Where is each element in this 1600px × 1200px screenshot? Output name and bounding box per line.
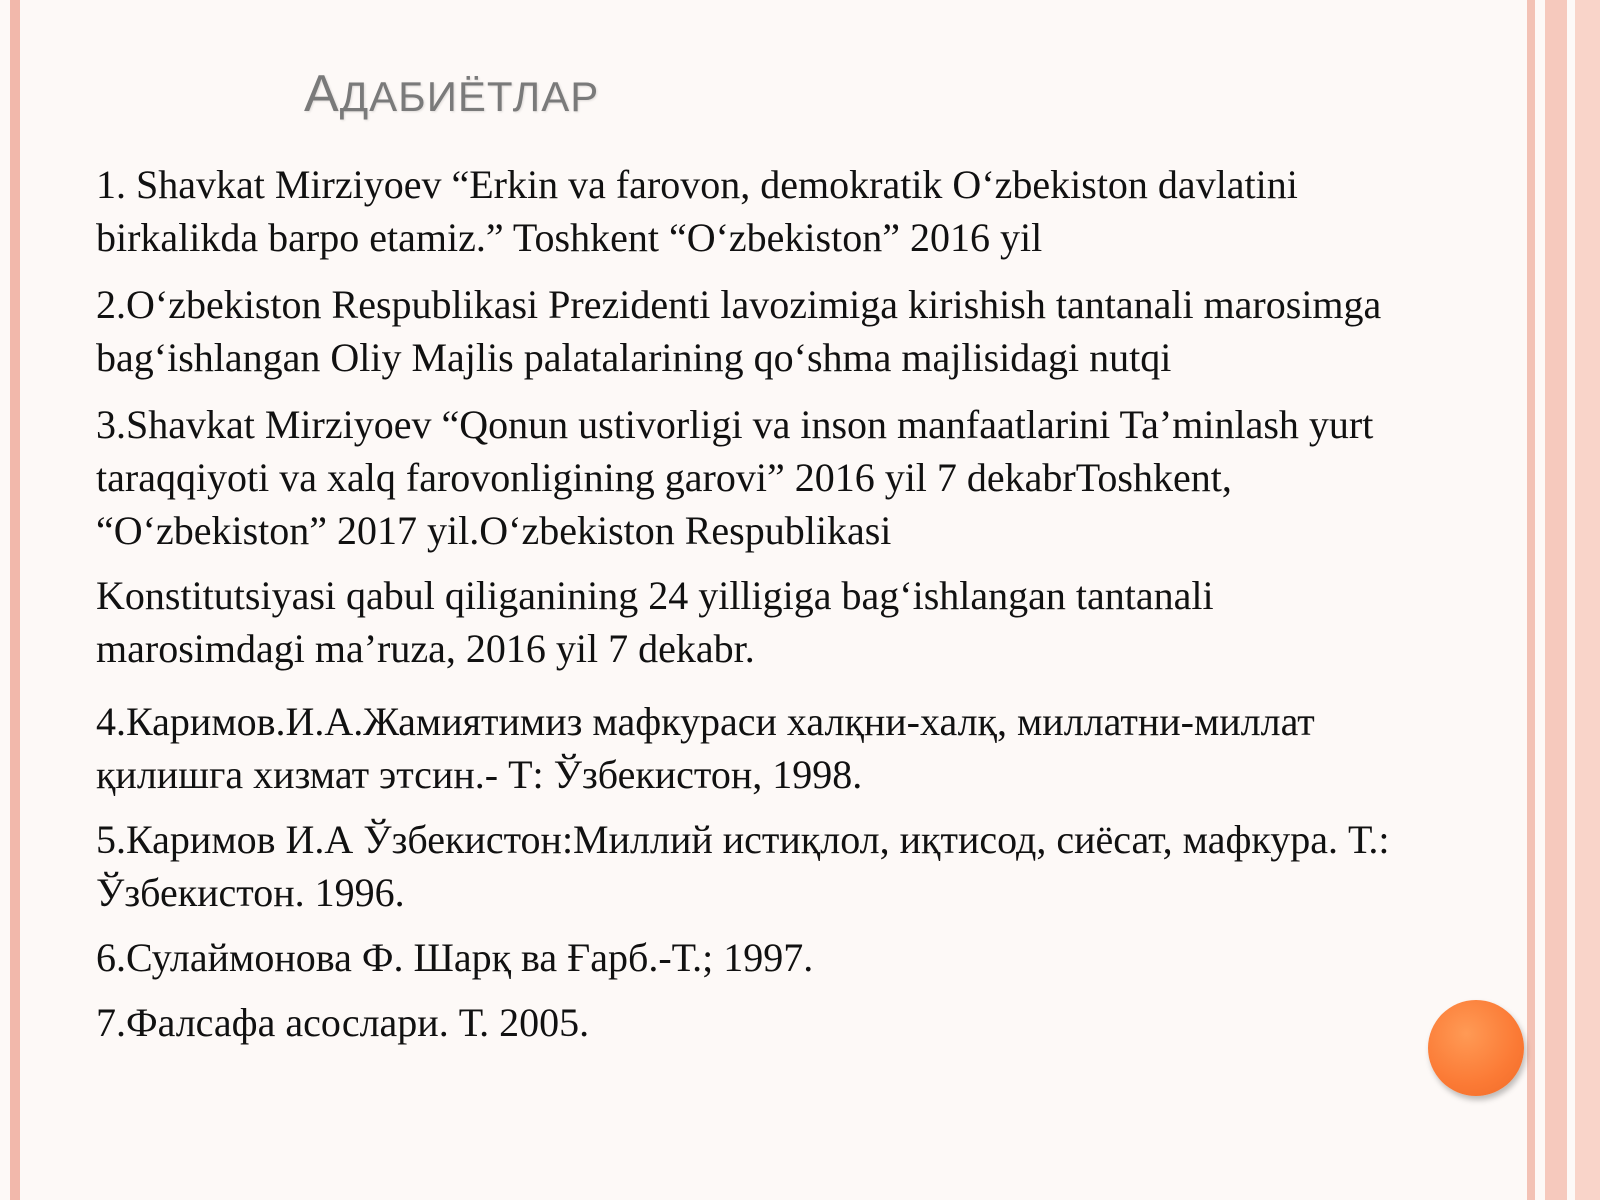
reference-item: 5.Каримов И.А Ўзбекистон:Миллий истиқлол, иқтисод, сиёсат, мафкура. Т.: Ўзбекистон. 1996. [96,817,1390,915]
reference-item: 3.Shavkat Mirziyoev “Qonun ustivorligi va inson manfaatlarini Ta’minlash yurt taraqqiyoti va xalq farovonligining garovi” 2016 yil 7 dekabrToshkent, “O‘zbekiston” 2017 yil.O‘zbekiston Respublikasi [96,402,1374,553]
reference-item: 4.Каримов.И.А.Жамиятимиз мафкураси халқни-халқ, миллатни-миллат қилишга хизмат этсин.- Т: Ўзбекистон, 1998. [96,699,1315,797]
reference-item: 2.O‘zbekiston Respublikasi Prezidenti lavozimiga kirishish tantanali marosimga bag‘ishlangan Oliy Majlis palatalarining qo‘shma majlisidagi nutqi [96,282,1382,380]
frame-stripe-left [10,0,20,1200]
references-list [96,158,1396,1049]
title-rest: ДАБИЁТЛАР [339,73,600,120]
slide-title [304,64,599,124]
orange-circle-button[interactable] [1428,1000,1524,1096]
frame-stripe-right [1545,0,1567,1200]
title-initial: А [304,65,340,123]
frame-stripe-right [1575,0,1600,1200]
reference-item: Konstitutsiyasi qabul qiliganining 24 yilligiga bag‘ishlangan tantanali marosimdagi ma’ruza, 2016 yil 7 dekabr. [96,573,1214,671]
frame-stripe-right [1527,0,1535,1200]
reference-item: 6.Сулаймонова Ф. Шарқ ва Ғарб.-Т.; 1997. [96,935,814,980]
reference-item: 7.Фалсафа асослари. Т. 2005. [96,1000,590,1045]
reference-item: 1. Shavkat Mirziyoev “Erkin va farovon, demokratik O‘zbekiston davlatini birkalikda barpo etamiz.” Toshkent “O‘zbekiston” 2016 yil [96,162,1298,260]
